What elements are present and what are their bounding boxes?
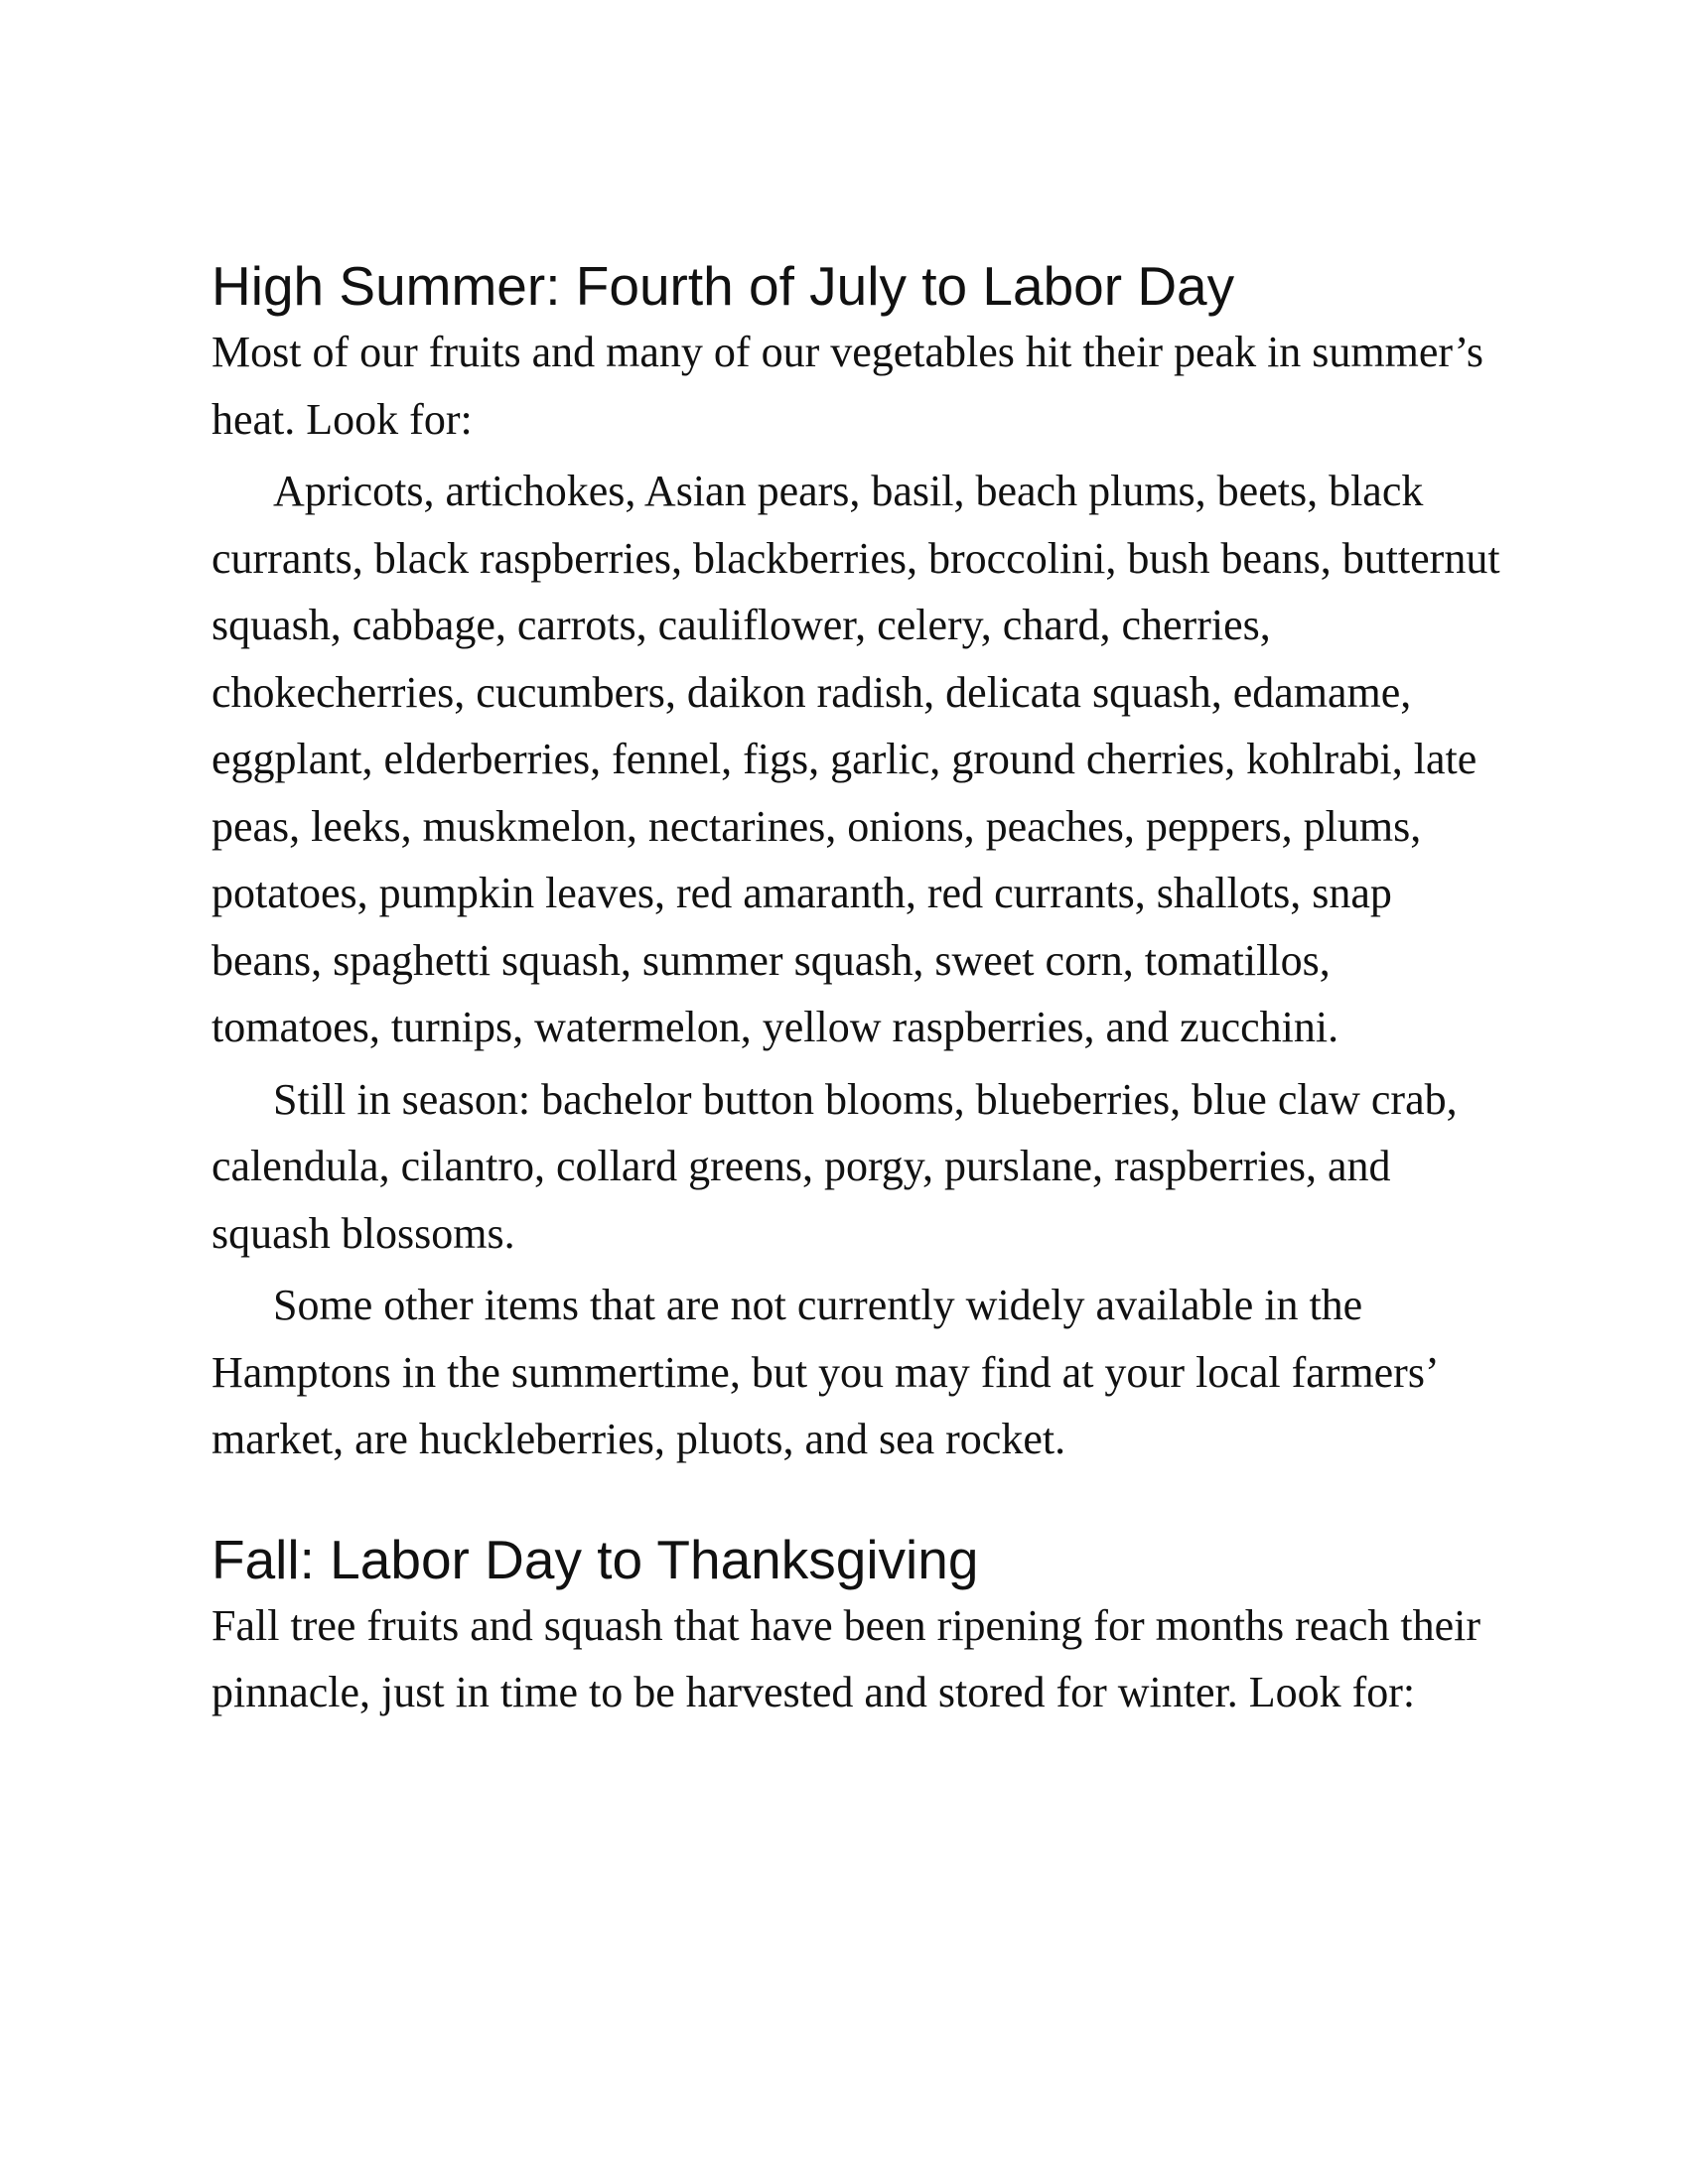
section-intro: Fall tree fruits and squash that have been ripening for months reach their pinnacle, just in time to be harvested and stored for winter. Look for: [211, 1600, 1481, 1716]
page-content [211, 253, 1502, 1726]
other-items-paragraph: Some other items that are not currently widely available in the Hamptons in the summertime, but you may find at your local farmers’ market, are huckleberries, pluots, and sea rocket. [211, 1281, 1437, 1463]
section-heading: High Summer: Fourth of July to Labor Day [211, 255, 1235, 317]
section-intro: Most of our fruits and many of our vegetables hit their peak in summer’s heat. Look for: [211, 328, 1484, 444]
produce-list-paragraph: Apricots, artichokes, Asian pears, basil, beach plums, beets, black currants, black raspberries, blackberries, broccolini, bush beans, butternut squash, cabbage, carrots, cauliflower, celery, chard, cherries, chokecherries, cucumbers, daikon radish, delicata squash, edamame, eggplant, elderberries, fennel, figs, garlic, ground cherries, kohlrabi, late peas, leeks, muskmelon, nectarines, onions, peaches, peppers, plums, potatoes, pumpkin leaves, red amaranth, red currants, shallots, snap beans, spaghetti squash, summer squash, sweet corn, tomatillos, tomatoes, turnips, watermelon, yellow raspberries, and zucchini. [211, 467, 1500, 1051]
section-high-summer [211, 253, 1502, 1473]
section-heading: Fall: Labor Day to Thanksgiving [211, 1528, 979, 1590]
section-fall [211, 1527, 1502, 1726]
still-in-season-paragraph: Still in season: bachelor button blooms, blueberries, blue claw crab, calendula, cilantro, collard greens, porgy, purslane, raspberries, and squash blossoms. [211, 1074, 1458, 1258]
